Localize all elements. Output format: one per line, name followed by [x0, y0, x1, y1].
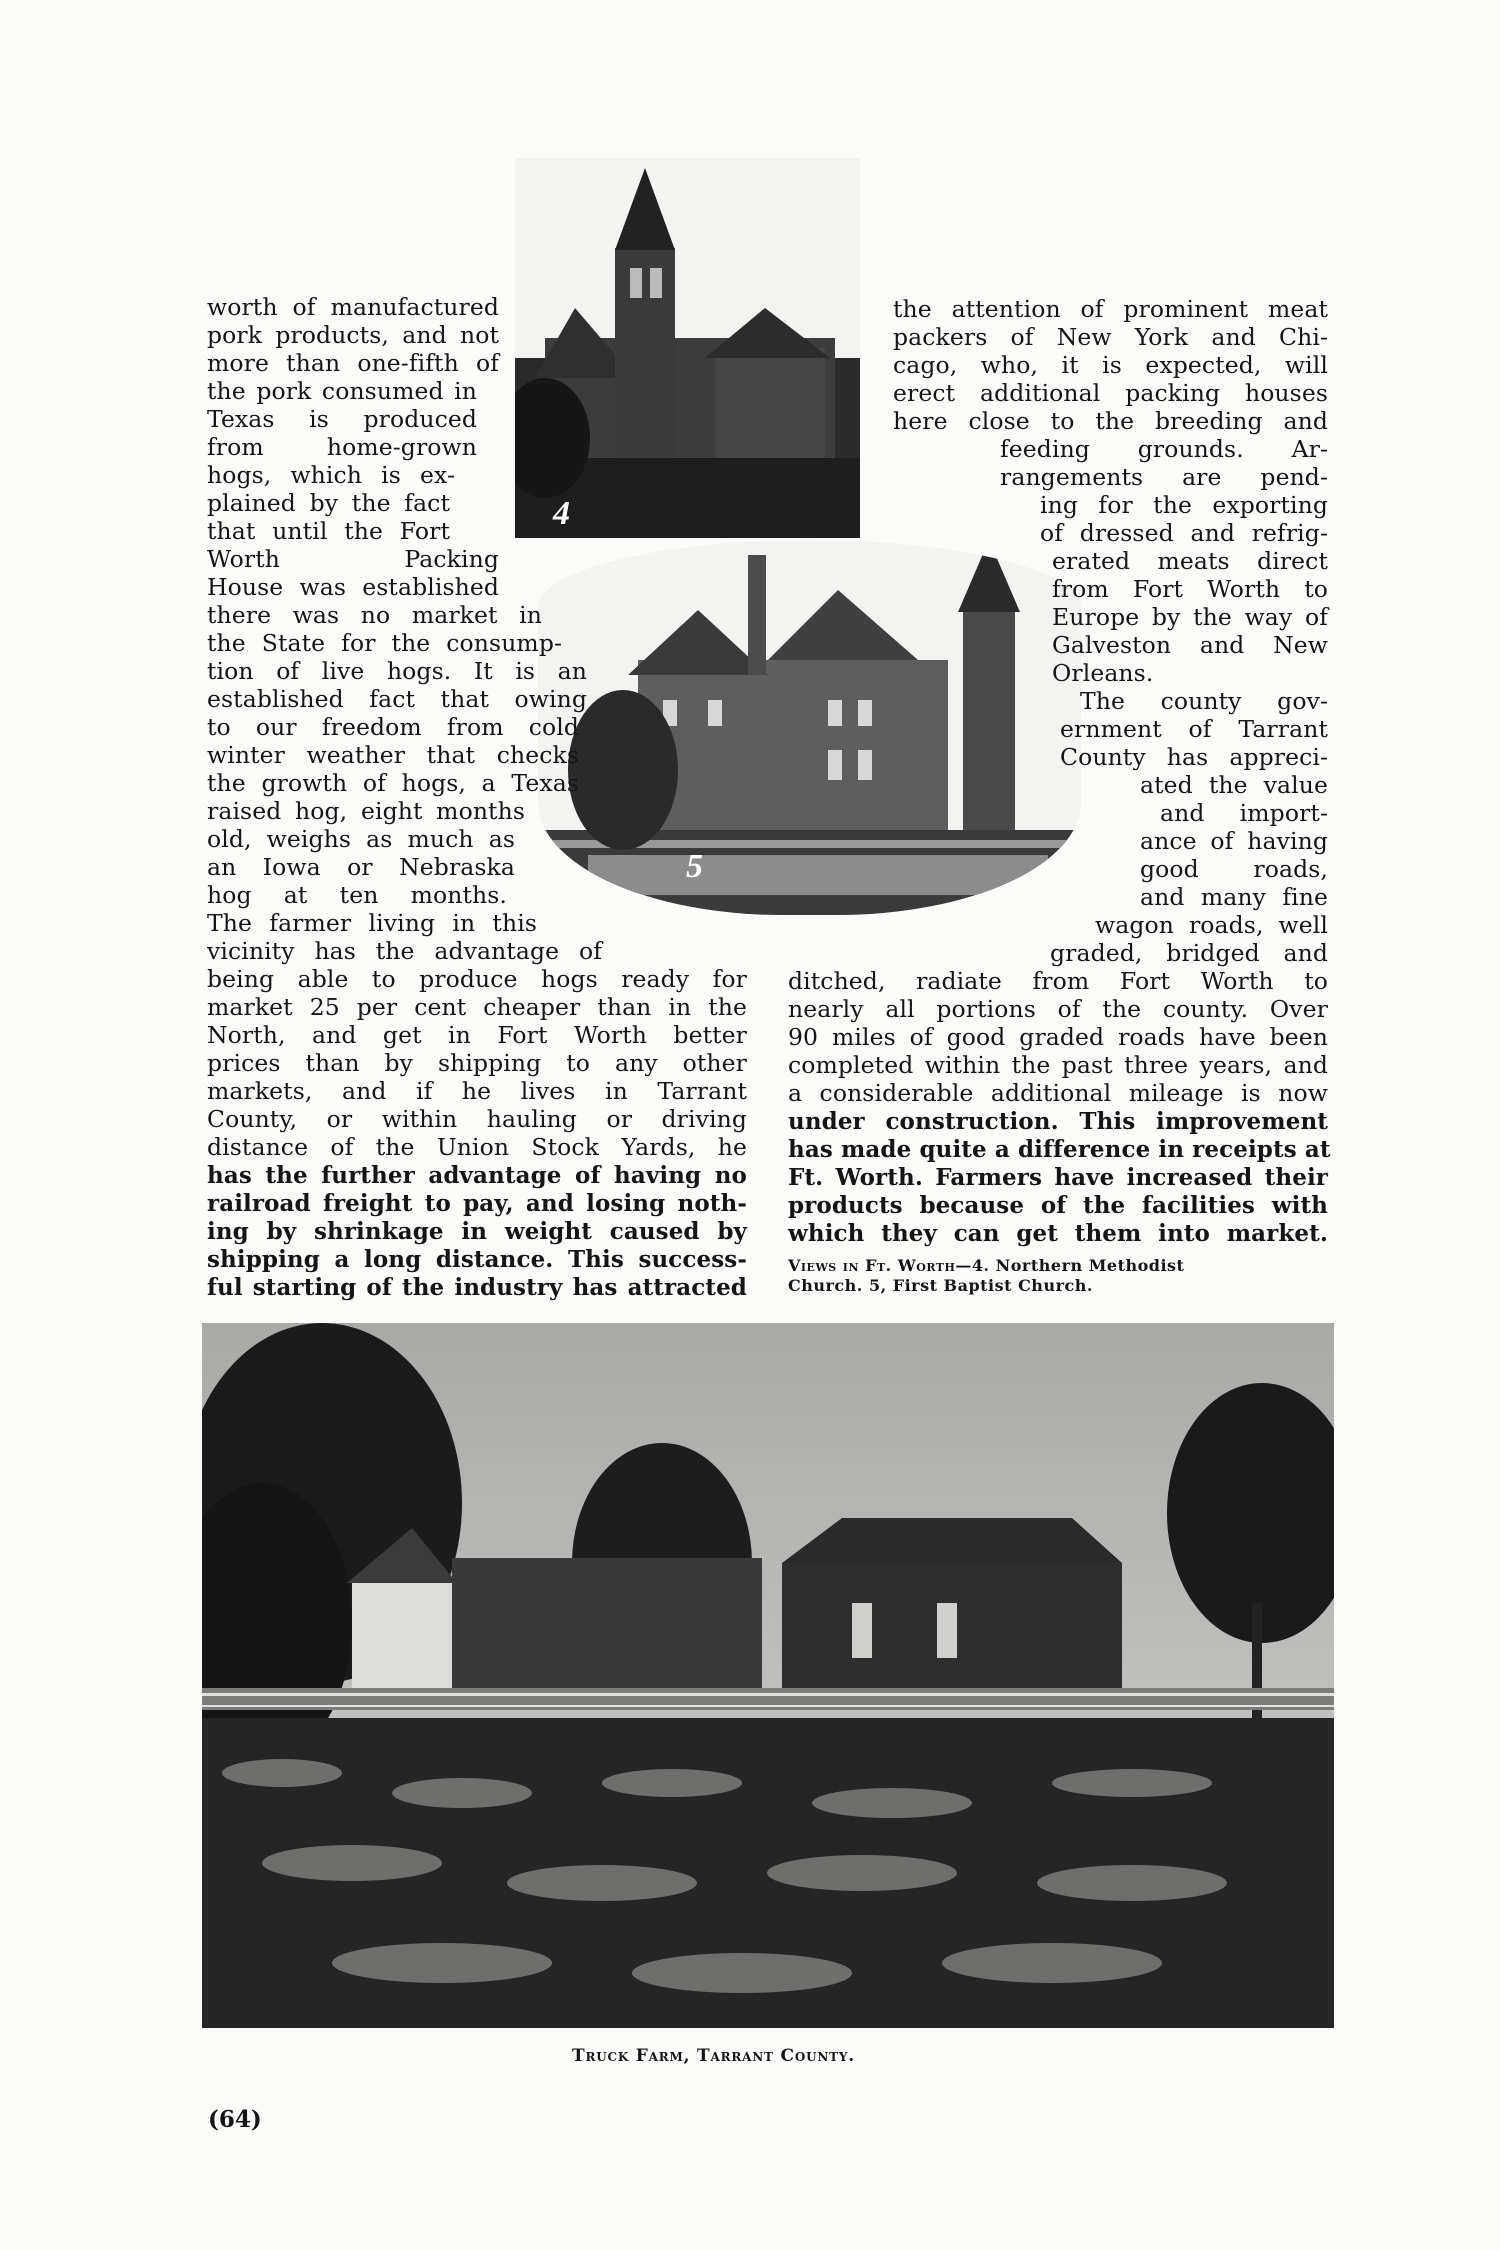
left-line: vicinity has the advantage of — [207, 937, 602, 965]
right-line: ing for the exporting — [1040, 491, 1328, 519]
right-line: Ft. Worth. Farmers have increased their — [788, 1164, 1328, 1191]
left-line: being able to produce hogs ready for — [207, 965, 747, 993]
left-line: Worth Packing — [207, 545, 499, 573]
left-line: raised hog, eight months — [207, 797, 525, 825]
church-illustration — [538, 540, 1081, 915]
views-caption-line2: Church. 5, First Baptist Church. — [788, 1276, 1093, 1295]
left-line: ing by shrinkage in weight caused by — [207, 1218, 747, 1245]
left-line: hogs, which is ex- — [207, 461, 455, 489]
right-line: 90 miles of good graded roads have been — [788, 1023, 1328, 1051]
right-line: feeding grounds. Ar- — [1000, 435, 1328, 463]
photo-first-baptist-church — [538, 540, 1081, 915]
right-line: Europe by the way of — [1052, 603, 1328, 631]
left-line: has the further advantage of having no — [207, 1162, 747, 1189]
left-line: prices than by shipping to any other — [207, 1049, 747, 1077]
figure-label-4: 4 — [553, 495, 570, 532]
left-line: the State for the consump- — [207, 629, 562, 657]
church-illustration — [515, 158, 860, 538]
photo-northern-methodist-church — [515, 158, 860, 538]
left-line: hog at ten months. — [207, 881, 507, 909]
left-line: old, weighs as much as — [207, 825, 515, 853]
right-line: from Fort Worth to — [1052, 575, 1328, 603]
left-line: pork products, and not — [207, 321, 499, 349]
right-line: has made quite a difference in receipts at — [788, 1136, 1331, 1163]
left-line: from home-grown — [207, 433, 477, 461]
right-line: the attention of prominent meat — [893, 295, 1328, 323]
left-line: the pork consumed in — [207, 377, 477, 405]
page-number: (64) — [208, 2106, 262, 2133]
right-line: ated the value — [1140, 771, 1328, 799]
right-line: and many fine — [1140, 883, 1328, 911]
right-line: graded, bridged and — [1050, 939, 1328, 967]
left-line: worth of manufactured — [207, 293, 499, 321]
right-line: erect additional packing houses — [893, 379, 1328, 407]
figure-label-5: 5 — [686, 848, 703, 885]
right-line: Orleans. — [1052, 659, 1154, 687]
farm-caption: Truck Farm, Tarrant County. — [572, 2046, 855, 2066]
views-caption — [788, 1256, 1184, 1275]
right-line: wagon roads, well — [1095, 911, 1328, 939]
right-line: completed within the past three years, and — [788, 1051, 1328, 1079]
right-line: ance of having — [1140, 827, 1328, 855]
right-line: packers of New York and Chi- — [893, 323, 1328, 351]
left-line: tion of live hogs. It is an — [207, 657, 587, 685]
left-line: railroad freight to pay, and losing noth- — [207, 1190, 747, 1217]
left-line: North, and get in Fort Worth better — [207, 1021, 747, 1049]
left-line: to our freedom from cold — [207, 713, 579, 741]
left-line: distance of the Union Stock Yards, he — [207, 1133, 747, 1161]
right-line: a considerable additional mileage is now — [788, 1079, 1328, 1107]
right-line: County has appreci- — [1060, 743, 1328, 771]
left-line: that until the Fort — [207, 517, 450, 545]
left-line: plained by the fact — [207, 489, 450, 517]
right-line: ernment of Tarrant — [1060, 715, 1328, 743]
right-line: which they can get them into market. — [788, 1220, 1328, 1247]
left-line: there was no market in — [207, 601, 542, 629]
left-line: established fact that owing — [207, 685, 587, 713]
views-caption-rest: —4. Northern Methodist — [955, 1256, 1185, 1275]
left-line: market 25 per cent cheaper than in the — [207, 993, 747, 1021]
right-line: products because of the facilities with — [788, 1192, 1328, 1219]
right-line: The county gov- — [1080, 687, 1328, 715]
right-line: nearly all portions of the county. Over — [788, 995, 1328, 1023]
left-line: the growth of hogs, a Texas — [207, 769, 579, 797]
right-line: erated meats direct — [1052, 547, 1328, 575]
right-line: here close to the breeding and — [893, 407, 1328, 435]
left-line: more than one-fifth of — [207, 349, 499, 377]
right-line: cago, who, it is expected, will — [893, 351, 1328, 379]
left-line: winter weather that checks — [207, 741, 579, 769]
photo-truck-farm — [202, 1323, 1334, 2028]
left-line: County, or within hauling or driving — [207, 1105, 747, 1133]
right-line: under construction. This improvement — [788, 1108, 1328, 1135]
left-line: ful starting of the industry has attracted — [207, 1274, 747, 1301]
right-line: rangements are pend- — [1000, 463, 1328, 491]
farm-illustration — [202, 1323, 1334, 2028]
right-line: Galveston and New — [1052, 631, 1328, 659]
views-caption-lead: Views in Ft. Worth — [788, 1256, 956, 1275]
right-line: good roads, — [1140, 855, 1328, 883]
right-line: and import- — [1160, 799, 1328, 827]
left-line: Texas is produced — [207, 405, 477, 433]
right-line: ditched, radiate from Fort Worth to — [788, 967, 1328, 995]
right-line: of dressed and refrig- — [1040, 519, 1328, 547]
left-line: House was established — [207, 573, 499, 601]
left-line: The farmer living in this — [207, 909, 537, 937]
left-line: an Iowa or Nebraska — [207, 853, 515, 881]
left-line: shipping a long distance. This success- — [207, 1246, 747, 1273]
left-line: markets, and if he lives in Tarrant — [207, 1077, 747, 1105]
